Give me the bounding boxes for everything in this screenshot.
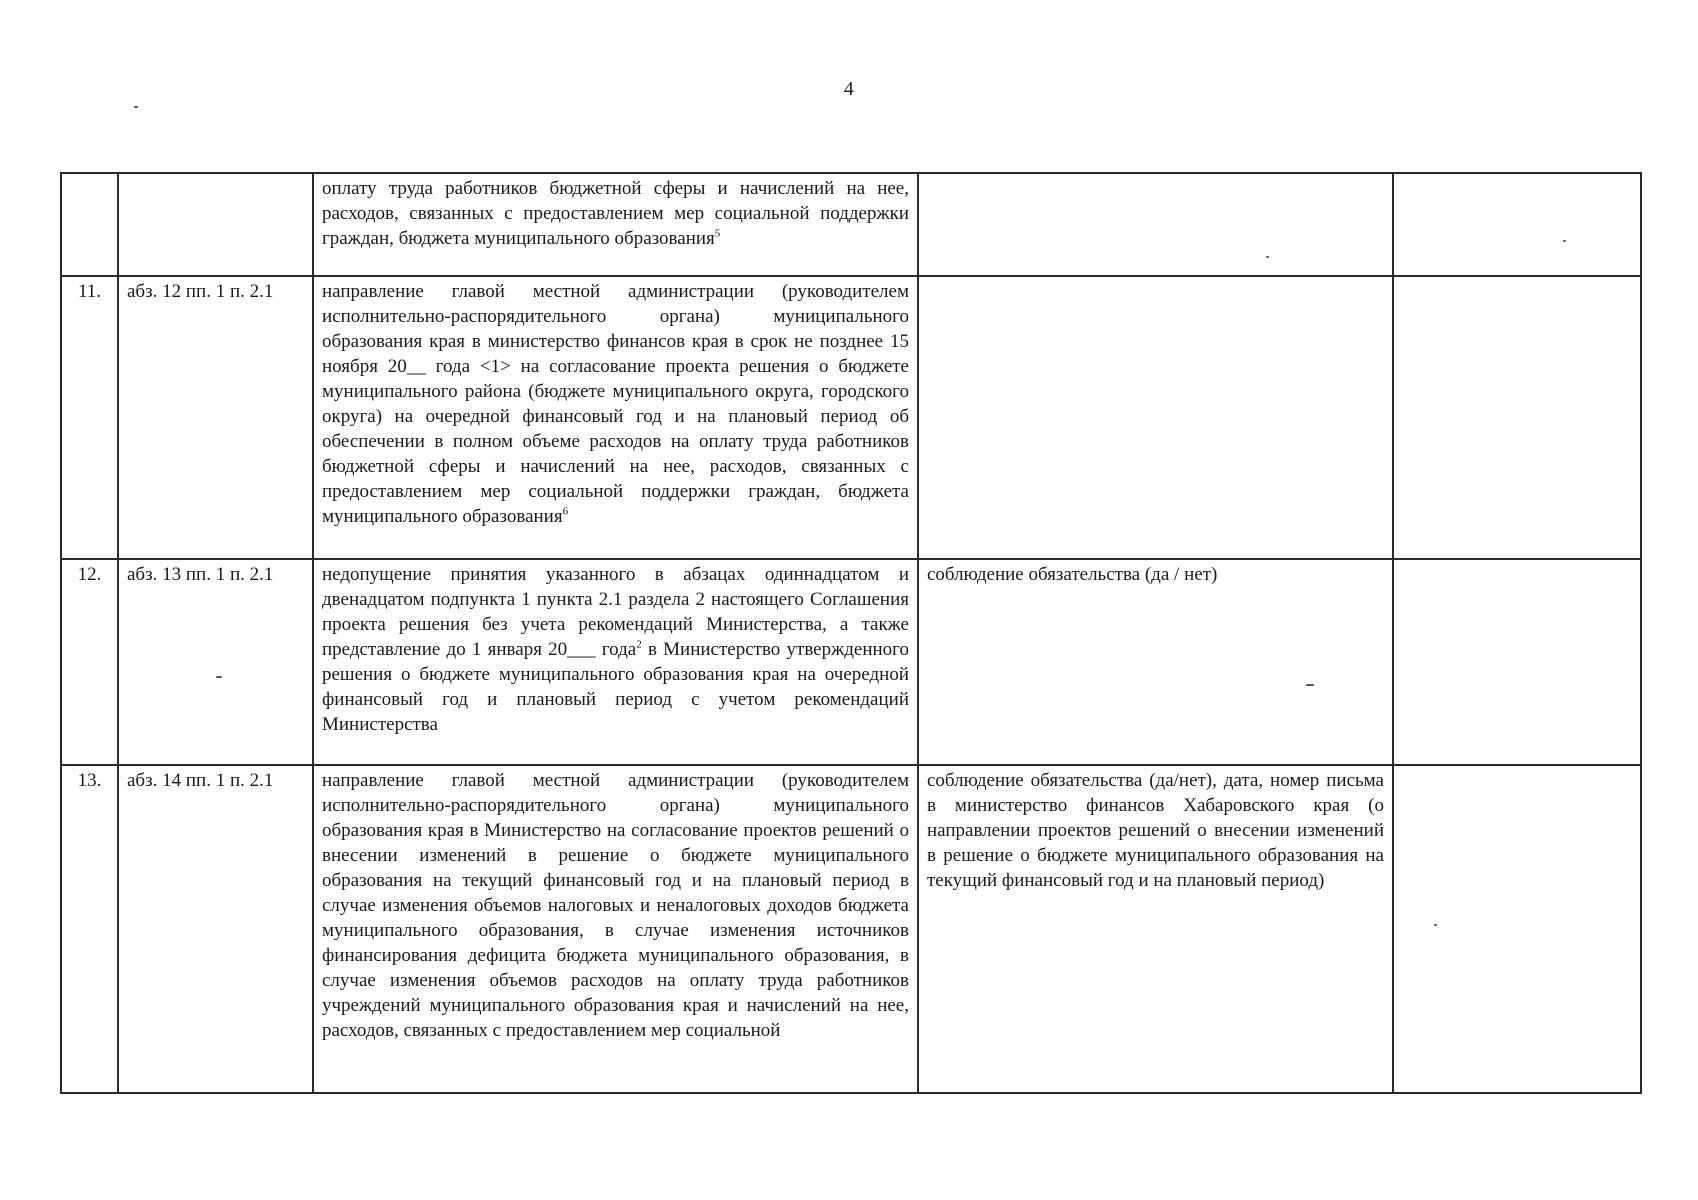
row-obligation-text: недопущение принятия указанного в абзацах одиннадцатом и двенадцатом подпункта 1 пункта 2.1 раздела 2 настоящего Соглашения проекта решения без учета рекомендаций Министерства, а также представление до 1 января 20___ года$^2$ в Министерство утвержденного решения о бюджете муниципального образования края на очередной финансовый год и плановый период с учетом рекомендаций Министерства	[313, 559, 918, 765]
row-extra	[1393, 559, 1641, 765]
row-reference: абз. 14 пп. 1 п. 2.1	[118, 765, 313, 1093]
row-number: 11.	[61, 276, 118, 559]
row-obligation-text: оплату труда работников бюджетной сферы и начислений на нее, расходов, связанных с предоставлением мер социальной поддержки граждан, бюджета муниципального образования$^5$	[313, 173, 918, 276]
row-reference: абз. 13 пп. 1 п. 2.1	[118, 559, 313, 765]
row-number: 13.	[61, 765, 118, 1093]
scan-speck	[134, 106, 138, 108]
table-row	[61, 173, 1641, 276]
row-indicator	[918, 276, 1393, 559]
row-reference	[118, 173, 313, 276]
row-extra	[1393, 173, 1641, 276]
table-row	[61, 559, 1641, 765]
row-extra	[1393, 765, 1641, 1093]
row-obligation-text: направление главой местной администрации (руководителем исполнительно-распорядительного органа) муниципального образования края в министерство финансов края в срок не позднее 15 ноября 20__ года <1> на согласование проекта решения о бюджете муниципального района (бюджете муниципального округа, городского округа) на очередной финансовый год и на плановый период об обеспечении в полном объеме расходов на оплату труда работников бюджетной сферы и начислений на нее, расходов, связанных с предоставлением мер социальной поддержки граждан, бюджета муниципального образования$^6$	[313, 276, 918, 559]
page-number: 4	[843, 78, 855, 100]
row-obligation-text: направление главой местной администрации (руководителем исполнительно-распорядительного органа) муниципального образования края в Министерство на согласование проектов решений о внесении изменений в решение о бюджете муниципального образования на текущий финансовый год и на плановый период в случае изменения объемов налоговых и неналоговых доходов бюджета муниципального образования, в случае изменения источников финансирования дефицита бюджета муниципального образования, в случае изменения объемов расходов на оплату труда работников учреждений муниципального образования края и начислений на нее, расходов, связанных с предоставлением мер социальной	[313, 765, 918, 1093]
row-indicator: соблюдение обязательства (да/нет), дата, номер письма в министерство финансов Хабаровского края (о направлении проектов решений о внесении изменений в решение о бюджете муниципального образования на текущий финансовый год и на плановый период)	[918, 765, 1393, 1093]
table-row	[61, 276, 1641, 559]
row-number: 12.	[61, 559, 118, 765]
row-indicator: соблюдение обязательства (да / нет)	[918, 559, 1393, 765]
obligations-table	[60, 172, 1642, 1094]
table-row	[61, 765, 1641, 1093]
row-reference: абз. 12 пп. 1 п. 2.1	[118, 276, 313, 559]
footnote-mark: 2	[636, 638, 642, 651]
footnote-mark: 6	[562, 505, 569, 518]
row-number	[61, 173, 118, 276]
row-indicator	[918, 173, 1393, 276]
footnote-mark: 5	[714, 227, 721, 240]
row-extra	[1393, 276, 1641, 559]
